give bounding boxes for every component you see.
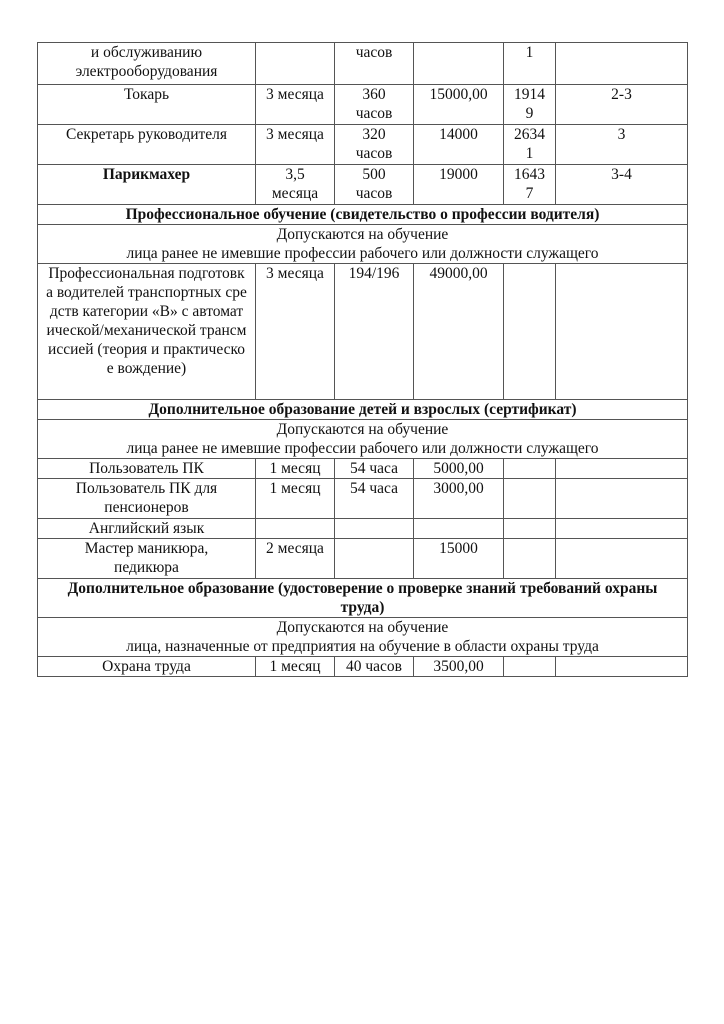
course-col5 bbox=[504, 264, 556, 400]
course-col5 bbox=[504, 519, 556, 539]
course-hours: 40 часов bbox=[335, 657, 414, 677]
table-row bbox=[38, 459, 688, 479]
section-title: Дополнительное образование (удостоверение о проверке знаний требований охраны труда) bbox=[38, 579, 688, 618]
course-price: 3500,00 bbox=[414, 657, 504, 677]
table-row bbox=[38, 125, 688, 165]
course-price: 49000,00 bbox=[414, 264, 504, 400]
course-duration: 3 месяца bbox=[256, 85, 335, 125]
course-col6 bbox=[556, 539, 688, 579]
admission-line-1: Допускаются на обучение bbox=[276, 226, 449, 243]
course-name: Профессиональная подготовка водителей транспортных средств категории «В» с автоматической/механической трансмиссией (теория и практическое вождение) bbox=[38, 264, 256, 400]
course-col6: 3 bbox=[556, 125, 688, 165]
course-hours: 320 часов bbox=[335, 125, 414, 165]
course-col6 bbox=[556, 479, 688, 519]
course-price bbox=[414, 519, 504, 539]
section-title: Дополнительное образование детей и взрослых (сертификат) bbox=[38, 400, 688, 420]
course-hours: 360 часов bbox=[335, 85, 414, 125]
course-col5 bbox=[504, 657, 556, 677]
course-col6 bbox=[556, 657, 688, 677]
admission-line-2: лица ранее не имевшие профессии рабочего или должности служащего bbox=[126, 440, 599, 457]
admission-row bbox=[38, 225, 688, 264]
course-col6: 3-4 bbox=[556, 165, 688, 205]
course-name: Английский язык bbox=[38, 519, 256, 539]
course-col5 bbox=[504, 459, 556, 479]
admission-line-1: Допускаются на обучение bbox=[276, 421, 449, 438]
course-hours: 500 часов bbox=[335, 165, 414, 205]
course-col6 bbox=[556, 43, 688, 85]
course-price: 19000 bbox=[414, 165, 504, 205]
section-header bbox=[38, 579, 688, 618]
course-name: Токарь bbox=[38, 85, 256, 125]
table-row bbox=[38, 657, 688, 677]
section-title: Профессиональное обучение (свидетельство о профессии водителя) bbox=[38, 205, 688, 225]
table-row bbox=[38, 479, 688, 519]
course-duration: 1 месяц bbox=[256, 657, 335, 677]
course-hours bbox=[335, 519, 414, 539]
course-hours: 54 часа bbox=[335, 459, 414, 479]
course-col6: 2-3 bbox=[556, 85, 688, 125]
course-duration: 3 месяца bbox=[256, 264, 335, 400]
section-header bbox=[38, 205, 688, 225]
table-row bbox=[38, 85, 688, 125]
table-row bbox=[38, 264, 688, 400]
course-col5 bbox=[504, 539, 556, 579]
admission-line-2: лица ранее не имевшие профессии рабочего или должности служащего bbox=[126, 245, 599, 262]
course-duration: 3,5 месяца bbox=[256, 165, 335, 205]
course-duration bbox=[256, 519, 335, 539]
course-hours: 194/196 bbox=[335, 264, 414, 400]
course-duration: 1 месяц bbox=[256, 459, 335, 479]
course-price: 15000,00 bbox=[414, 85, 504, 125]
course-duration: 3 месяца bbox=[256, 125, 335, 165]
course-name: Пользователь ПК для пенсионеров bbox=[38, 479, 256, 519]
course-hours: 54 часа bbox=[335, 479, 414, 519]
table-row bbox=[38, 519, 688, 539]
course-col6 bbox=[556, 264, 688, 400]
course-col5: 19149 bbox=[504, 85, 556, 125]
course-price bbox=[414, 43, 504, 85]
admission-line-2: лица, назначенные от предприятия на обучение в области охраны труда bbox=[126, 638, 599, 655]
course-col5: 26341 bbox=[504, 125, 556, 165]
course-price: 14000 bbox=[414, 125, 504, 165]
course-name: Охрана труда bbox=[38, 657, 256, 677]
course-duration: 1 месяц bbox=[256, 479, 335, 519]
course-name: Секретарь руководителя bbox=[38, 125, 256, 165]
course-name: Пользователь ПК bbox=[38, 459, 256, 479]
admission-row bbox=[38, 618, 688, 657]
table-row bbox=[38, 539, 688, 579]
course-col6 bbox=[556, 519, 688, 539]
table-row bbox=[38, 165, 688, 205]
table-row bbox=[38, 43, 688, 85]
course-name: и обслуживанию электрооборудования bbox=[38, 43, 256, 85]
course-hours: часов bbox=[335, 43, 414, 85]
course-col5: 1 bbox=[504, 43, 556, 85]
course-name: Мастер маникюра, педикюра bbox=[38, 539, 256, 579]
admission-row bbox=[38, 420, 688, 459]
course-price: 5000,00 bbox=[414, 459, 504, 479]
course-hours bbox=[335, 539, 414, 579]
course-col6 bbox=[556, 459, 688, 479]
course-col5 bbox=[504, 479, 556, 519]
course-duration: 2 месяца bbox=[256, 539, 335, 579]
course-price: 15000 bbox=[414, 539, 504, 579]
course-price: 3000,00 bbox=[414, 479, 504, 519]
course-col5: 16437 bbox=[504, 165, 556, 205]
courses-table bbox=[37, 42, 688, 677]
course-duration bbox=[256, 43, 335, 85]
section-header bbox=[38, 400, 688, 420]
course-name: Парикмахер bbox=[38, 165, 256, 205]
admission-line-1: Допускаются на обучение bbox=[276, 619, 449, 636]
